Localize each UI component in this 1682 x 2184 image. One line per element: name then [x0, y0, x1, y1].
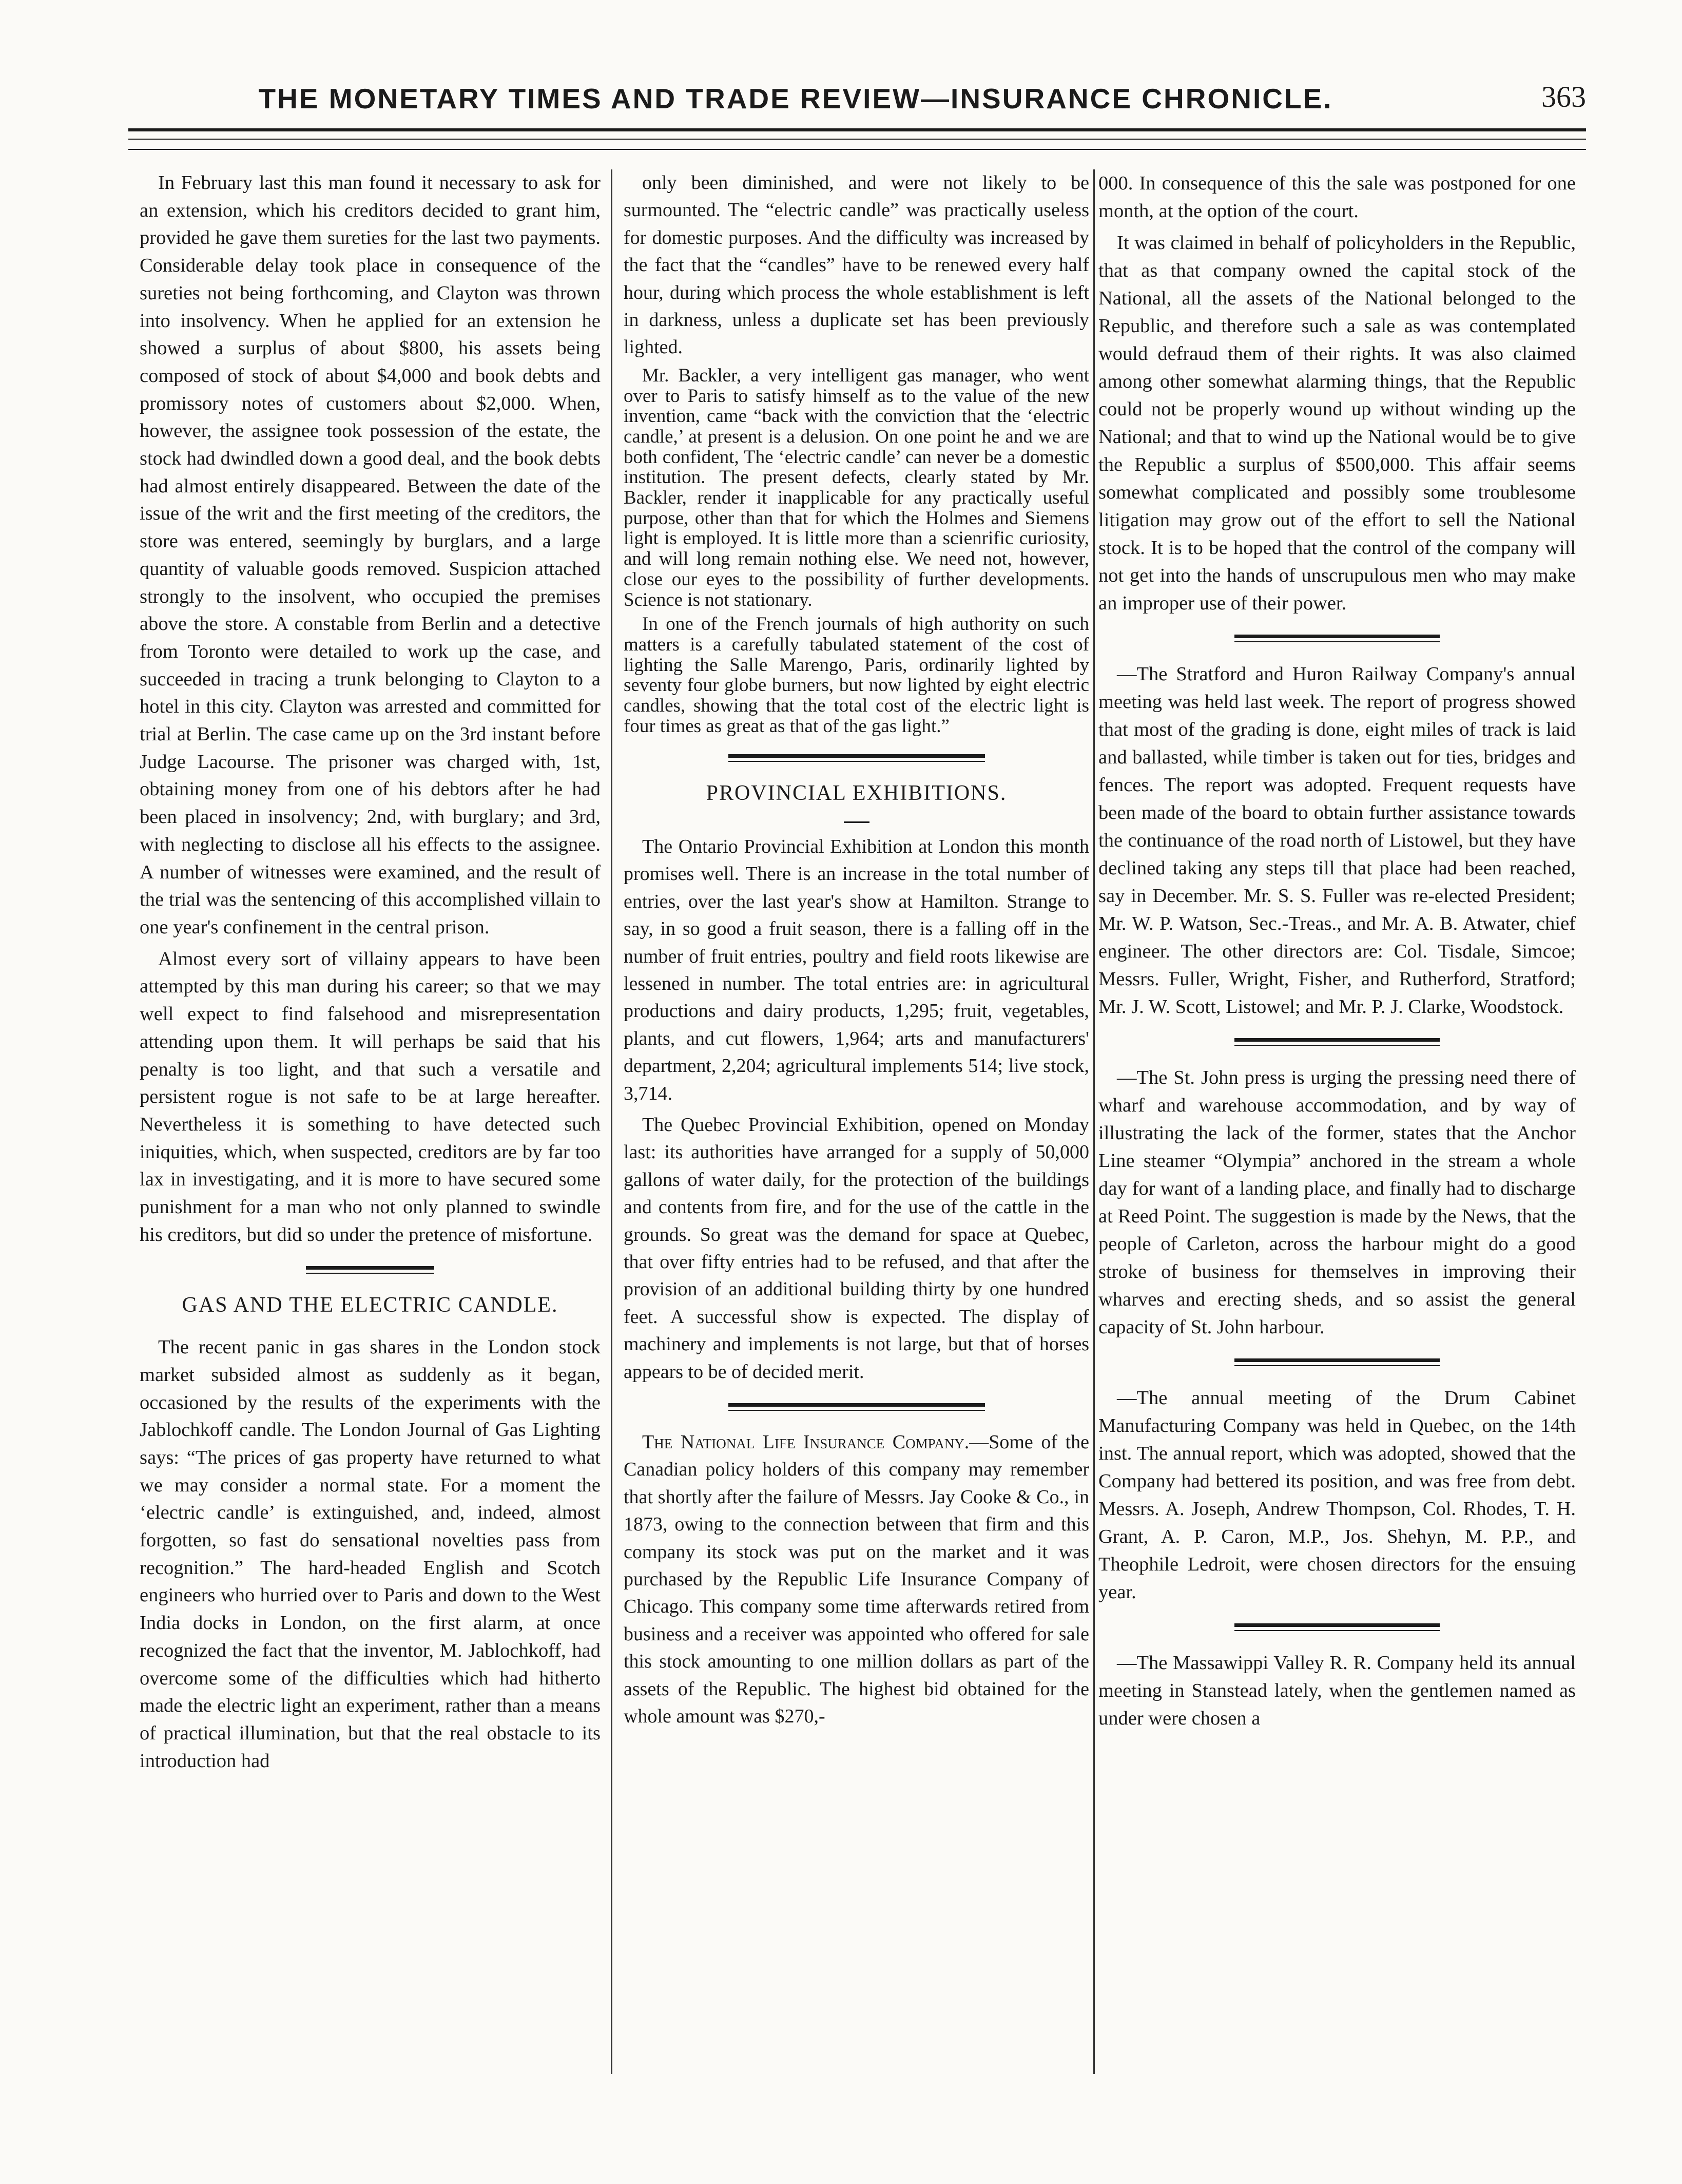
column-3: [1098, 169, 1576, 2079]
gas-paragraph-1: The recent panic in gas shares in the London stock market subsided almost as suddenly as it began, occasioned by the results of the experiments with the Jablochkoff candle. The London Journal of Gas Lighting says: “The prices of gas property have returned to what we may consider a normal state. For a moment the ‘electric candle’ is extinguished, and, indeed, almost forgotten, so fast do sensational novelties pass from recognition.” The hard-headed English and Scotch engineers who hurried over to Paris and down to the West India docks in London, on the first alarm, at once recognized the fact that the inventor, M. Jablochkoff, had overcome some of the difficulties which had hitherto made the electric light an experiment, rather than a means of practical illumination, but that the real obstacle to its introduction had: [140, 1336, 601, 1772]
gas-paragraph-2: only been diminished, and were not likely to be surmounted. The “electric candle” was practically useless for domestic purposes. And the difficulty was increased by the fact that the “candles” have to be renewed every half hour, during which process the whole establishment is left in darkness, unless a duplicate set has been previously lighted.: [624, 172, 1089, 358]
national-life-heading: The National Life Insurance Company.: [642, 1431, 970, 1453]
drum-cabinet-paragraph: —The annual meeting of the Drum Cabinet Manufacturing Company was held in Quebec, on the 14th inst. The annual report, which was adopted, showed that the Company had bettered its position, and was free from debt. Messrs. A. Joseph, Andrew Thompson, Col. Rhodes, T. H. Grant, A. P. Caron, M.P., Jos. Shehyn, M. P.P., and Theophile Ledroit, were chosen directors for the ensuing year.: [1098, 1387, 1576, 1603]
quebec-exhibition-paragraph: The Quebec Provincial Exhibition, opened on Monday last: its authorities have arranged for a supply of 50,000 gallons of water daily, for the protection of the buildings and contents from fire, and for the use of the cattle in the grounds. So great was the demand for space at Quebec, that over fifty entries had to be refused, and that after the provision of an additional building thirty by one hundred feet. A successful show is expected. The display of machinery and implements is not large, but that of horses appears to be of decided merit.: [624, 1114, 1089, 1383]
header-rule-thin: [128, 139, 1586, 140]
gas-section-title: GAS AND THE ELECTRIC CANDLE.: [182, 1293, 558, 1317]
clayton-paragraph-1: In February last this man found it necessary to ask for an extension, which his creditors decided to grant him, provided he gave them sureties for the last two payments. Considerable delay took place in consequence of the sureties not being forthcoming, and Clayton was thrown into insolvency. When he applied for an extension he showed a surplus of about $800, his assets being composed of stock of about $4,000 and book debts and promissory notes of customers about $2,000. When, however, the assignee took possession of the estate, the stock had dwindled down a good deal, and the book debts had almost entirely disappeared. Between the date of the issue of the writ and the first meeting of the creditors, the store was entered, seemingly by burglars, and a large quantity of valuable goods removed. Suspicion attached strongly to the insolvent, who occupied the premises above the store. A constable from Berlin and a detective from Toronto were detailed to work up the case, and succeeded in tracing a trunk belonging to Clayton to a hotel in this city. Clayton was arrested and committed for trial at Berlin. The case came up on the 3rd instant before Judge Lacourse. The prisoner was charged with, 1st, obtaining money from one of his debtors after he had been placed in insolvency; 2nd, with burglary; and 3rd, with neglecting to disclose all his effects to the assignee. A number of witnesses were examined, and the result of the trial was the sentencing of this accomplished villain to one year's confinement in the central prison.: [140, 172, 601, 938]
column-1: [140, 169, 601, 2079]
french-journal-quote: In one of the French journals of high authority on such matters is a carefully tabulated statement of the cost of lighting the Salle Marengo, Paris, ordinarily lighted by seventy four globe burners, but now lighted by eight electric candles, showing that the total cost of the electric light is four times as great as that of the gas light.”: [624, 614, 1089, 737]
masthead: [128, 77, 1586, 128]
provincial-section-title: PROVINCIAL EXHIBITIONS.: [706, 781, 1007, 805]
backler-quote: Mr. Backler, a very intelligent gas manager, who went over to Paris to satisfy himself as to the value of the new invention, came “back with the conviction that the ‘electric candle,’ at present is a delusion. On one point he and we are both confident, The ‘electric candle’ can never be a domestic institution. The present defects, clearly stated by Mr. Backler, render it inapplicable for any practically useful purpose, other than that for which the Holmes and Siemens light is employed. It is little more than a scienrific curiosity, and will long remain nothing else. We need not, however, close our eyes to the possibility of further developments. Science is not stationary.: [624, 365, 1089, 610]
header-rule-thick: [128, 128, 1586, 131]
section-divider: [728, 1403, 985, 1414]
section-divider: [1234, 1623, 1440, 1635]
section-divider: [728, 754, 985, 765]
section-divider: [1234, 1038, 1440, 1049]
header-rule-thin-2: [128, 149, 1586, 150]
section-divider: [1234, 635, 1440, 646]
column-divider-1: [611, 169, 612, 2074]
national-life-paragraph: [624, 1429, 1089, 1730]
title-underline: [844, 821, 869, 823]
massawippi-paragraph: —The Massawippi Valley R. R. Company held its annual meeting in Stanstead lately, when the gentlemen named as under were chosen a: [1098, 1652, 1576, 1729]
stratford-railway-paragraph: —The Stratford and Huron Railway Company's annual meeting was held last week. The report of progress showed that most of the grading is done, eight miles of track is laid and ballasted, while timber is taken out for ties, bridges and fences. The report was adopted. Frequent requests have been made of the board to obtain further assistance towards the continuance of the road north of Listowel, but they have declined taking any steps till that place had been reached, say in December. Mr. S. S. Fuller was re-elected President; Mr. W. P. Watson, Sec.-Treas., and Mr. A. B. Atwater, chief engineer. The other directors are: Col. Tisdale, Simcoe; Messrs. Fuller, Wright, Fisher, and Rutherford, Stratford; Mr. J. W. Scott, Listowel; and Mr. P. J. Clarke, Woodstock.: [1098, 663, 1576, 1018]
st-john-paragraph: —The St. John press is urging the pressing need there of wharf and warehouse accommodation, and by way of illustrating the lack of the former, states that the Anchor Line steamer “Olympia” anchored in the stream a whole day for want of a landing place, and finally had to discharge at Reed Point. The suggestion is made by the News, that the people of Carleton, across the harbour might do a good stroke of business for themselves in improving their wharves and erecting sheds, and so assist the general capacity of St. John harbour.: [1098, 1067, 1576, 1338]
republic-claim-paragraph: It was claimed in behalf of policyholders in the Republic, that as that company owned the capital stock of the National, all the assets of the National belonged to the Republic, and therefore such a sale as was contemplated would defraud them of their rights. It was also claimed among other somewhat alarming things, that the Republic could not be properly wound up without winding up the National; and that to wind up the National would be to give the Republic a surplus of $500,000. This affair seems somewhat complicated and possibly some troublesome litigation may grow out of the effort to sell the National stock. It is to be hoped that the control of the company will not get into the hands of unscrupulous men who may make an improper use of their power.: [1098, 232, 1576, 614]
column-divider-2: [1093, 169, 1095, 2074]
newspaper-title: THE MONETARY TIMES AND TRADE REVIEW—INSURANCE CHRONICLE.: [258, 83, 1333, 114]
clayton-paragraph-2: Almost every sort of villainy appears to have been attempted by this man during his career; so that we may well expect to find falsehood and misrepresentation attending upon them. It will perhaps be said that his penalty is too light, and that such a versatile and persistent rogue is not safe to be at large hereafter. Nevertheless it is something to have detected such iniquities, which, when suspected, creditors are by far too lax in investigating, and it is more to have secured some punishment for a man who not only planned to swindle his creditors, but did so under the pretence of misfortune.: [140, 948, 601, 1246]
section-divider: [1234, 1358, 1440, 1370]
national-life-continued: 000. In consequence of this the sale was postponed for one month, at the option of the court.: [1098, 173, 1576, 222]
ontario-exhibition-paragraph: The Ontario Provincial Exhibition at London this month promises well. There is an increase in the total number of entries, over the last year's show at Hamilton. Strange to say, in so good a fruit season, there is a falling off in the number of fruit entries, poultry and field roots likewise are lessened in number. The total entries are: in agricultural productions and dairy products, 1,295; fruit, vegetables, plants, and cut flowers, 1,964; arts and manufacturers' department, 2,204; agricultural implements 514; live stock, 3,714.: [624, 835, 1089, 1104]
national-life-body: —Some of the Canadian policy holders of this company may remember that shortly after the failure of Messrs. Jay Cooke & Co., in 1873, owing to the connection between that firm and this company its stock was put on the market and it was purchased by the Republic Life Insurance Company of Chicago. This company some time afterwards retired from business and a receiver was appointed who offered for sale this stock amounting to one million dollars as part of the assets of the Republic. The highest bid obtained for the whole amount was $270,-: [624, 1431, 1089, 1728]
section-divider: [306, 1266, 434, 1277]
column-2: [624, 169, 1089, 2079]
page-number: 363: [1541, 80, 1586, 113]
